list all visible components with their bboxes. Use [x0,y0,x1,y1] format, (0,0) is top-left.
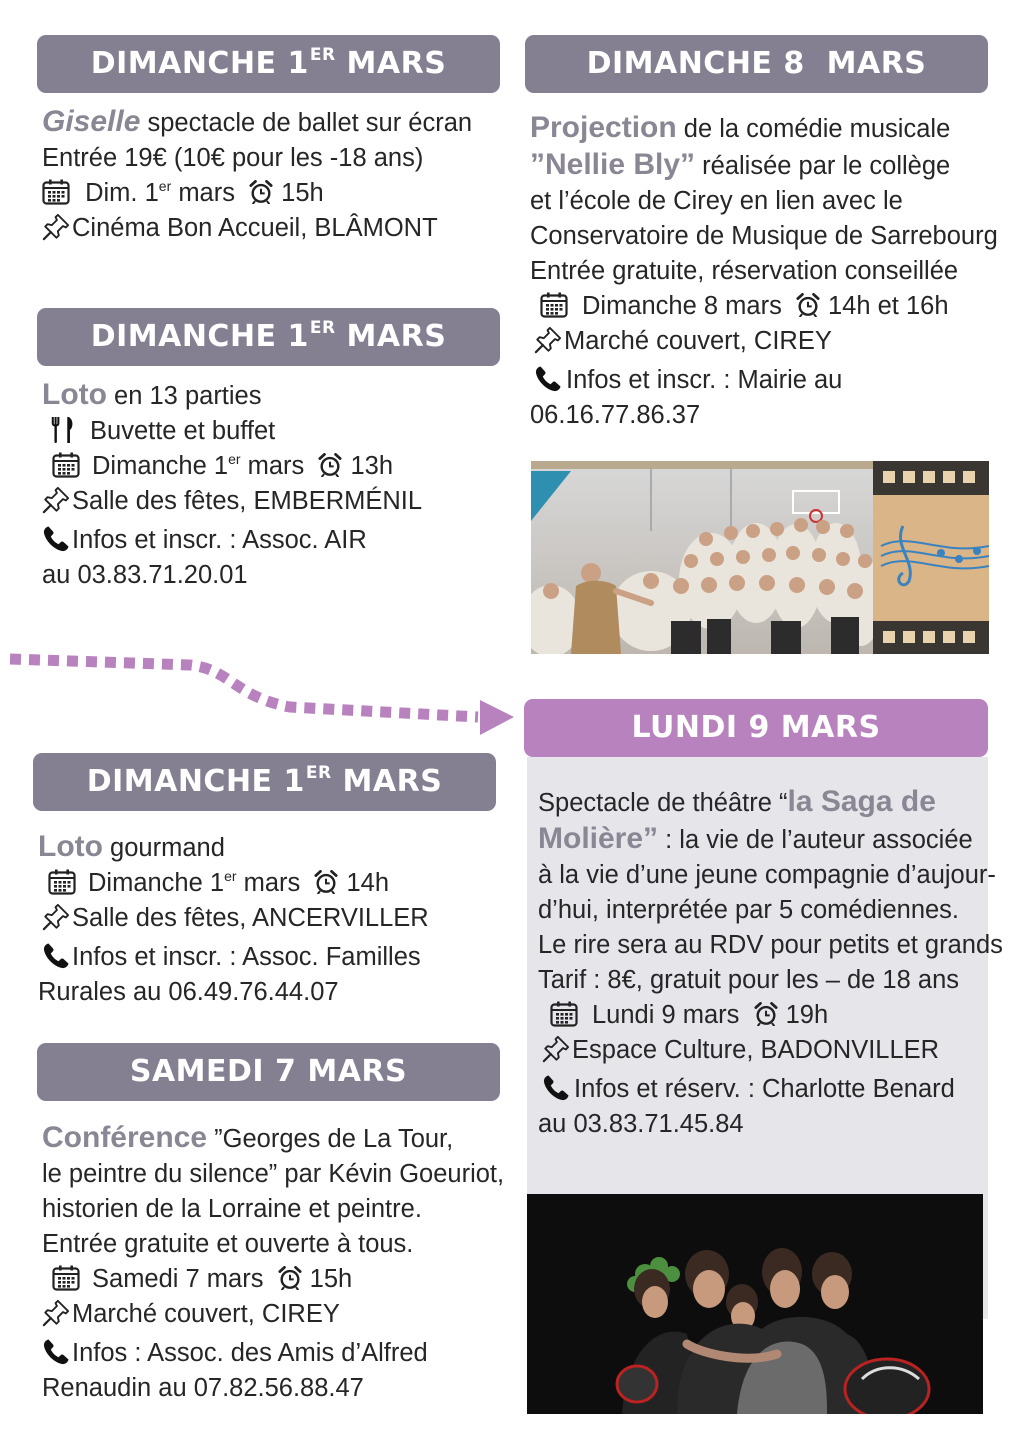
choir-photo [531,461,989,654]
banner-month: MARS [331,764,443,799]
event-giselle [42,104,472,246]
date-sup: er [158,178,172,194]
banner-day: DIMANCHE 1 [86,764,305,799]
pushpin-icon [42,213,70,241]
pushpin-icon [42,486,70,514]
event-description-line: d’hui, interprétée par 5 comédiennes. [538,896,960,924]
event-title: Loto [42,378,107,411]
event-loto-13-parties [42,377,422,593]
event-info: Infos et inscr. : Assoc. AIR [72,526,367,554]
banner-month: MARS [335,46,447,81]
event-date: Dim. 1 [85,179,159,207]
phone-icon [42,525,70,553]
event-title: Projection [530,111,677,144]
banner-month: MARS [335,319,447,354]
calendar-icon [52,1265,80,1291]
event-extra: Buvette et buffet [90,417,276,445]
alarm-clock-icon [796,293,820,317]
calendar-icon [550,1001,578,1027]
event-subtitle: en 13 parties [106,382,262,410]
calendar-icon [52,452,80,478]
event-description-line: Tarif : 8€, gratuit pour les – de 18 ans [538,966,959,994]
event-place: Marché couvert, CIREY [564,327,832,355]
event-conference [42,1120,504,1406]
event-projection-nellie-bly [530,110,998,433]
alarm-clock-icon [249,180,273,204]
event-banner-dimanche-1-mars [37,35,500,93]
event-saga-de-moliere [538,784,1003,1142]
event-loto-gourmand [38,829,429,1010]
event-time: 15h [281,179,324,207]
event-banner-lundi-9-mars: LUNDI 9 MARS [524,699,988,757]
event-date: Lundi 9 mars [592,1001,740,1029]
event-info: Infos et inscr. : Mairie au [566,366,843,394]
event-title: Loto [38,830,103,863]
event-phone-number: Rurales au 06.49.76.44.07 [38,978,339,1006]
event-info: Infos et réserv. : Charlotte Benard [574,1075,955,1103]
phone-icon [542,1074,570,1102]
banner-sup: ER [305,763,332,783]
event-description-line: et l’école de Cirey en lien avec le [530,187,903,215]
event-time: 15h [309,1265,353,1293]
event-info: Infos : Assoc. des Amis d’Alfred [72,1339,428,1367]
event-description-line: Entrée gratuite et ouverte à tous. [42,1230,414,1258]
alarm-clock-icon [278,1266,302,1290]
event-title-2: Molière” [538,822,659,855]
pushpin-icon [534,326,562,354]
calendar-icon [540,292,568,318]
event-date: Samedi 7 mars [92,1265,264,1293]
theatre-photo [527,1194,983,1414]
pushpin-icon [42,1299,70,1327]
dotted-arrow-graphic [0,645,520,735]
event-time: 14h [346,869,389,897]
event-subtitle: : la vie de l’auteur associée [658,826,973,854]
pushpin-icon [542,1035,570,1063]
event-place: Espace Culture, BADONVILLER [572,1036,940,1064]
event-time: 14h et 16h [828,292,949,320]
alarm-clock-icon [318,453,342,477]
event-description-line: à la vie d’une jeune compagnie d’aujour- [538,861,996,889]
pushpin-icon [42,903,70,931]
event-description-line: Entrée gratuite, réservation conseillée [530,257,959,285]
fork-knife-icon [50,416,76,444]
event-date: Dimanche 8 mars [582,292,782,320]
event-title: Conférence [42,1121,208,1154]
event-time: 19h [785,1001,829,1029]
banner-day: DIMANCHE 1 [90,319,309,354]
event-time: 13h [350,452,393,480]
phone-icon [42,942,70,970]
calendar-icon [42,179,70,205]
event-subtitle-2: réalisée par le collège [695,152,951,180]
event-subtitle: ”Georges de La Tour, [207,1125,454,1153]
banner-sup: ER [309,45,336,65]
date-month: mars [240,452,305,480]
event-subtitle: de la comédie musicale [676,115,951,143]
event-phone-number: 06.16.77.86.37 [530,401,701,429]
phone-icon [534,365,562,393]
event-title: Giselle [42,105,141,138]
date-month: mars [171,179,235,207]
phone-icon [42,1338,70,1366]
alarm-clock-icon [314,870,338,894]
alarm-clock-icon [754,1002,778,1026]
event-banner-dimanche-1-mars-2 [37,308,500,366]
event-description-line: le peintre du silence” par Kévin Goeuriot, [42,1160,505,1188]
event-place: Marché couvert, CIREY [72,1300,340,1328]
event-info: Infos et inscr. : Assoc. Familles [72,943,421,971]
event-date: Dimanche 1 [92,452,229,480]
event-intro: Spectacle de théâtre “ [538,789,788,817]
event-description-line: Conservatoire de Musique de Sarrebourg [530,222,998,250]
event-place: Cinéma Bon Accueil, BLÂMONT [72,214,438,242]
event-phone-number: Renaudin au 07.82.56.88.47 [42,1374,364,1402]
banner-sup: ER [309,318,336,338]
event-description-line: historien de la Lorraine et peintre. [42,1195,422,1223]
event-price: Entrée 19€ (10€ pour les -18 ans) [42,144,424,172]
event-title: la Saga de [787,785,936,818]
event-place: Salle des fêtes, ANCERVILLER [72,904,429,932]
event-subtitle: spectacle de ballet sur écran [140,109,473,137]
event-description-line: Le rire sera au RDV pour petits et grands [538,931,1003,959]
event-subtitle: gourmand [102,834,225,862]
event-banner-samedi-7-mars: SAMEDI 7 MARS [37,1043,500,1101]
calendar-icon [48,869,76,895]
event-title-2: ”Nellie Bly” [530,148,696,181]
banner-day: DIMANCHE 1 [90,46,309,81]
date-month: mars [236,869,301,897]
event-phone-number: au 03.83.71.20.01 [42,561,248,589]
event-phone-number: au 03.83.71.45.84 [538,1110,744,1138]
event-place: Salle des fêtes, EMBERMÉNIL [72,487,423,515]
event-date: Dimanche 1 [88,869,225,897]
date-sup: er [228,451,241,467]
event-banner-dimanche-8-mars: DIMANCHE 8 MARS [525,35,988,93]
event-banner-dimanche-1-mars-3 [33,753,496,811]
date-sup: er [224,868,237,884]
